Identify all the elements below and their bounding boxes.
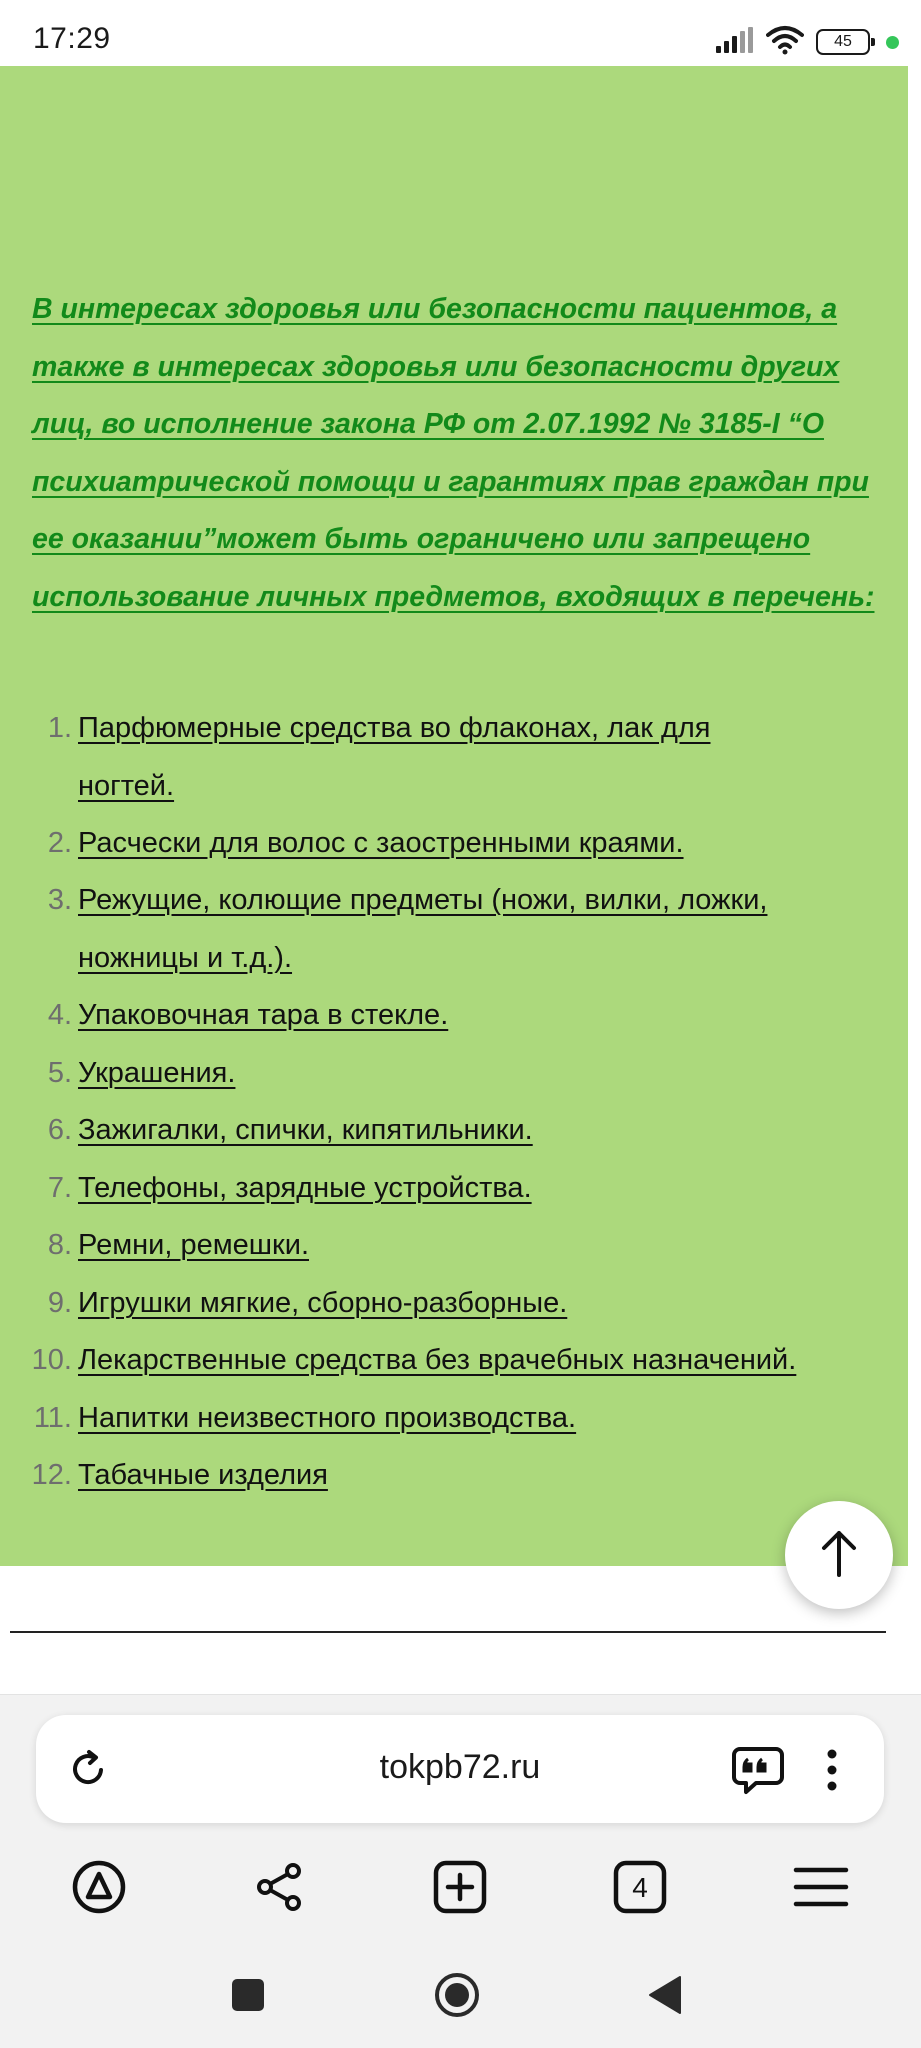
- status-bar: [0, 0, 921, 66]
- list-item-text[interactable]: Телефоны, зарядные устройства.: [78, 1172, 532, 1204]
- list-item-number: 9.: [47, 1287, 72, 1319]
- list-item-text[interactable]: Расчески для волос с заостренными краями.: [78, 827, 684, 859]
- list-item-text[interactable]: Режущие, колющие предметы (ножи, вилки, ложки,: [78, 884, 768, 916]
- quote-bubble-icon[interactable]: [730, 1743, 786, 1797]
- status-icons: [716, 25, 899, 59]
- recents-square-icon[interactable]: [223, 1970, 273, 2020]
- tabs-count: 4: [632, 1872, 648, 1903]
- page-content: [0, 66, 908, 1566]
- list-item-number: 4.: [47, 999, 72, 1031]
- list-item-number: 12.: [31, 1459, 72, 1491]
- divider: [10, 1631, 886, 1633]
- list-item-number: 3.: [47, 884, 72, 916]
- new-tab-icon[interactable]: [425, 1852, 495, 1922]
- share-icon[interactable]: [244, 1852, 314, 1922]
- address-bar[interactable]: [36, 1715, 884, 1823]
- intro-line[interactable]: использование личных предметов, входящих в перечень:: [32, 580, 875, 613]
- list-item-number: 6.: [47, 1114, 72, 1146]
- home-circle-icon[interactable]: [432, 1970, 482, 2020]
- list-item-number: 7.: [47, 1172, 72, 1204]
- browser-bottom-bar: [0, 1694, 921, 2048]
- list-item-text[interactable]: Напитки неизвестного производства.: [78, 1402, 577, 1434]
- intro-line[interactable]: психиатрической помощи и гарантиях прав граждан при: [32, 465, 869, 498]
- list-item-number: 1.: [47, 712, 72, 744]
- list-item-text[interactable]: Табачные изделия: [78, 1459, 328, 1491]
- privacy-indicator-dot: [886, 36, 899, 49]
- back-triangle-icon[interactable]: [640, 1970, 690, 2020]
- intro-line[interactable]: В интересах здоровья или безопасности пациентов, а: [32, 293, 838, 325]
- tabs-icon[interactable]: [605, 1852, 675, 1922]
- list-item-number: 2.: [47, 827, 72, 859]
- list-item-text[interactable]: Лекарственные средства без врачебных назначений.: [78, 1344, 797, 1376]
- scroll-to-top-button[interactable]: [785, 1501, 893, 1609]
- alice-assistant-icon[interactable]: [64, 1852, 134, 1922]
- battery-level: 45: [834, 33, 852, 50]
- list-item-text[interactable]: Игрушки мягкие, сборно-разборные.: [78, 1287, 568, 1319]
- list-item-text[interactable]: Упаковочная тара в стекле.: [78, 999, 449, 1031]
- list-item-number: 11.: [33, 1402, 72, 1434]
- url-text[interactable]: tokpb72.ru: [379, 1748, 541, 1786]
- list-item-text[interactable]: ногтей.: [78, 769, 175, 802]
- wifi-icon: [766, 25, 804, 60]
- intro-line[interactable]: лиц, во исполнение закона РФ от 2.07.1992 № 3185-I “О: [32, 408, 824, 440]
- list-item-number: 10.: [31, 1344, 72, 1376]
- signal-icon: [716, 27, 754, 58]
- list-item-text[interactable]: Парфюмерные средства во флаконах, лак для: [78, 712, 711, 744]
- list-item-text[interactable]: Украшения.: [78, 1057, 236, 1089]
- intro-link-text[interactable]: [32, 281, 892, 626]
- list-item-text[interactable]: Ремни, ремешки.: [78, 1229, 309, 1261]
- more-vertical-icon[interactable]: [822, 1743, 842, 1797]
- list-item-number: 8.: [47, 1229, 72, 1261]
- intro-line[interactable]: также в интересах здоровья или безопасности других: [32, 350, 840, 383]
- intro-line[interactable]: ее оказании”может быть ограничено или запрещено: [32, 523, 811, 555]
- list-item-number: 5.: [47, 1057, 72, 1089]
- arrow-up-icon: [819, 1528, 859, 1583]
- status-time: 17:29: [33, 22, 111, 55]
- hamburger-menu-icon[interactable]: [786, 1852, 856, 1922]
- list-item-text[interactable]: Зажигалки, спички, кипятильники.: [78, 1114, 533, 1146]
- battery-icon: [816, 29, 870, 55]
- list-item-text[interactable]: ножницы и т.д.).: [78, 941, 293, 974]
